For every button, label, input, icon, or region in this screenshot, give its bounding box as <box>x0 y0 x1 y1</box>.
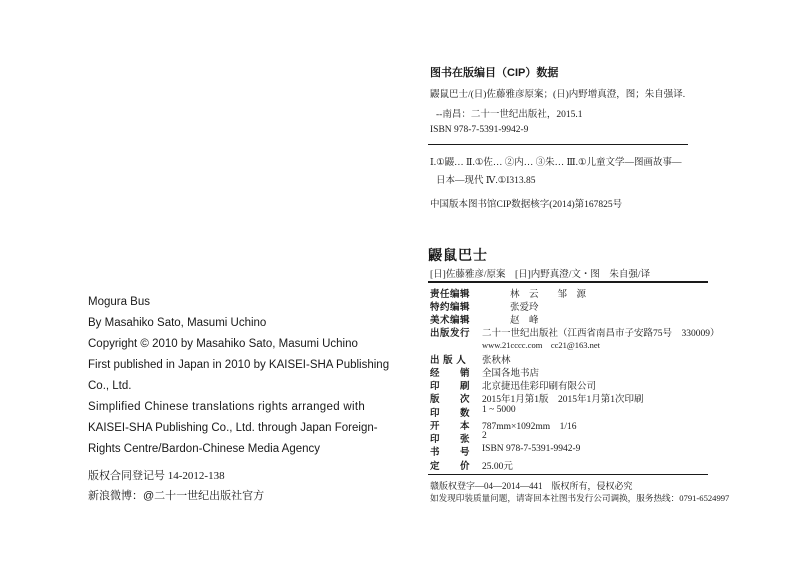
info-label: 版 次 <box>430 394 471 405</box>
info-label: 印 张 <box>430 434 471 445</box>
info-label: 美术编辑 <box>430 315 471 326</box>
first-published-line-2: Co., Ltd. <box>88 380 132 392</box>
first-published-line-1: First published in Japan in 2010 by KAISEI-SHA Publishing <box>88 359 390 371</box>
license-line-1: Simplified Chinese translations rights arranged with <box>88 401 366 413</box>
cip-isbn: ISBN 978-7-5391-9942-9 <box>430 125 529 135</box>
info-value: 1 ~ 5000 <box>482 405 516 415</box>
footer-rights: 赣版权登字—04—2014—441 版权所有，侵权必究 <box>430 481 633 491</box>
info-value: 二十一世纪出版社（江西省南昌市子安路75号 330009） <box>482 329 720 339</box>
info-value: 25.00元 <box>482 462 513 472</box>
info-label: 书 号 <box>430 447 471 458</box>
registration-number: 版权合同登记号 14-2012-138 <box>88 470 225 482</box>
publisher-web-email: www.21cccc.com cc21@163.net <box>482 340 600 350</box>
info-value: 787mm×1092mm 1/16 <box>482 422 577 432</box>
cip-line-2: --南昌：二十一世纪出版社，2015.1 <box>436 110 583 120</box>
info-value: ISBN 978-7-5391-9942-9 <box>482 444 581 454</box>
book-title: 鼹鼠巴士 <box>428 247 488 263</box>
cip-classification-2: 日本—现代 Ⅳ.①I313.85 <box>436 176 536 186</box>
book-credits: [日]佐藤雅彦/原案 [日]内野真澄/文・图 朱自强/译 <box>430 270 651 280</box>
info-label: 定 价 <box>430 461 471 472</box>
cip-line-1: 鼹鼠巴士/(日)佐藤雅彦原案；(日)内野增真澄，图；朱自强译. <box>430 90 686 100</box>
info-label: 出 版 人 <box>430 355 467 366</box>
license-line-2: KAISEI-SHA Publishing Co., Ltd. through Japan Foreign- <box>88 422 378 434</box>
copyright-line: Copyright © 2010 by Masahiko Sato, Masumi Uchino <box>88 338 358 350</box>
cip-library-record: 中国版本图书馆CIP数据核字(2014)第167825号 <box>430 200 623 210</box>
weibo-account: 新浪微博：@二十一世纪出版社官方 <box>88 490 265 502</box>
english-title: Mogura Bus <box>88 296 151 308</box>
info-value: 赵 峰 <box>510 316 539 326</box>
info-value: 张爱玲 <box>510 303 539 313</box>
footer-divider <box>428 474 708 475</box>
cip-divider <box>428 144 688 145</box>
info-value: 北京捷迅佳彩印刷有限公司 <box>482 382 597 392</box>
info-value: 2 <box>482 431 487 441</box>
info-label: 印 数 <box>430 408 471 419</box>
info-label: 特约编辑 <box>430 302 471 313</box>
info-value: 全国各地书店 <box>482 369 540 379</box>
info-value: 张秋林 <box>482 356 511 366</box>
cip-title: 图书在版编目（CIP）数据 <box>430 67 559 79</box>
info-label: 责任编辑 <box>430 289 471 300</box>
english-copyright-block <box>88 292 408 506</box>
license-line-3: Rights Centre/Bardon-Chinese Media Agency <box>88 443 321 455</box>
info-label: 开 本 <box>430 421 471 432</box>
info-label: 印 刷 <box>430 381 471 392</box>
footer-service-hotline: 如发现印装质量问题，请寄回本社图书发行公司调换，服务热线：0791-6524997 <box>430 493 730 503</box>
credits-divider <box>428 281 708 283</box>
english-authors: By Masahiko Sato, Masumi Uchino <box>88 317 267 329</box>
info-value: 林 云 邹 源 <box>510 290 587 300</box>
info-label: 经 销 <box>430 368 471 379</box>
info-label: 出版发行 <box>430 328 471 339</box>
cip-classification-1: Ⅰ.①鼹… Ⅱ.①佐… ②内… ③朱… Ⅲ.①儿童文学—图画故事— <box>430 158 682 168</box>
info-value: 2015年1月第1版 2015年1月第1次印刷 <box>482 395 644 405</box>
